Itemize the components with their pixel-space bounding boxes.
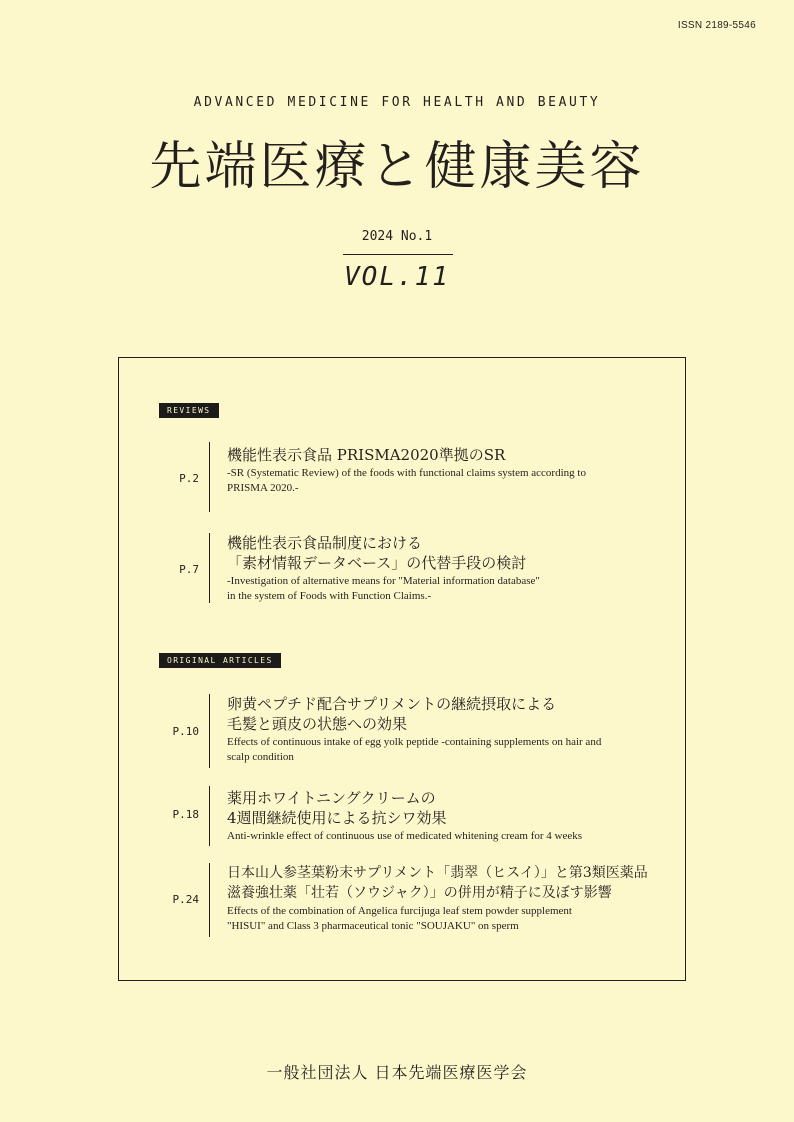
page-number: P.2	[179, 472, 199, 485]
entry-divider	[209, 863, 210, 937]
page-number: P.10	[172, 725, 199, 738]
table-of-contents	[118, 357, 686, 981]
entry-divider	[209, 533, 210, 603]
issn-number: ISSN 2189-5546	[677, 20, 756, 31]
toc-entry-review-2[interactable]	[119, 533, 685, 603]
entry-title-jp: 薬用ホワイトニングクリームの	[227, 789, 436, 807]
issue-divider	[343, 254, 453, 255]
entry-title-jp: 機能性表示食品 PRISMA2020準拠のSR	[227, 446, 506, 464]
page-number: P.24	[172, 893, 199, 906]
entry-title-en: scalp condition	[227, 751, 294, 763]
entry-title-en: in the system of Foods with Function Claims.-	[227, 590, 432, 602]
journal-japanese-title: 先端医療と健康美容	[149, 137, 645, 197]
page-number: P.18	[172, 808, 199, 821]
entry-title-en: PRISMA 2020.-	[227, 482, 299, 494]
entry-title-en: "HISUI" and Class 3 pharmaceutical tonic "SOUJAKU" on sperm	[227, 920, 519, 932]
volume-number: VOL.11	[344, 262, 450, 292]
entry-title-en: -SR (Systematic Review) of the foods with functional claims system according to	[227, 467, 586, 479]
entry-divider	[209, 786, 210, 846]
original-articles-section-label: ORIGINAL ARTICLES	[159, 653, 281, 668]
entry-title-en: Effects of continuous intake of egg yolk peptide -containing supplements on hair and	[227, 736, 602, 748]
entry-title-jp: 4週間継続使用による抗シワ効果	[227, 809, 447, 827]
entry-title-jp: 機能性表示食品制度における	[227, 534, 423, 552]
toc-entry-article-3[interactable]	[119, 863, 685, 937]
issue-number: 2024 No.1	[361, 229, 433, 244]
toc-entry-review-1[interactable]	[119, 442, 685, 512]
entry-title-en: Anti-wrinkle effect of continuous use of medicated whitening cream for 4 weeks	[227, 830, 583, 842]
toc-entry-article-2[interactable]	[119, 786, 685, 846]
entry-title-jp: 毛髪と頭皮の状態への効果	[227, 715, 408, 733]
entry-divider	[209, 694, 210, 768]
entry-divider	[209, 442, 210, 512]
page-number: P.7	[179, 563, 199, 576]
journal-english-title: ADVANCED MEDICINE FOR HEALTH AND BEAUTY	[193, 95, 601, 110]
entry-title-jp: 卵黄ペプチド配合サプリメントの継続摂取による	[227, 695, 557, 713]
entry-title-jp: 「素材情報データベース」の代替手段の検討	[227, 554, 527, 572]
entry-title-jp: 滋養強壮薬「壮若（ソウジャク）」の併用が精子に及ぼす影響	[227, 885, 612, 901]
entry-title-jp: 日本山人参茎葉粉末サプリメント「翡翠（ヒスイ）」と第3類医薬品	[227, 865, 648, 881]
entry-title-en: Effects of the combination of Angelica furcijuga leaf stem powder supplement	[227, 905, 572, 917]
publisher-name: 一般社団法人 日本先端医療医学会	[266, 1063, 528, 1082]
entry-title-en: -Investigation of alternative means for "Material information database"	[227, 575, 540, 587]
reviews-section-label: REVIEWS	[159, 403, 219, 418]
toc-entry-article-1[interactable]	[119, 694, 685, 768]
